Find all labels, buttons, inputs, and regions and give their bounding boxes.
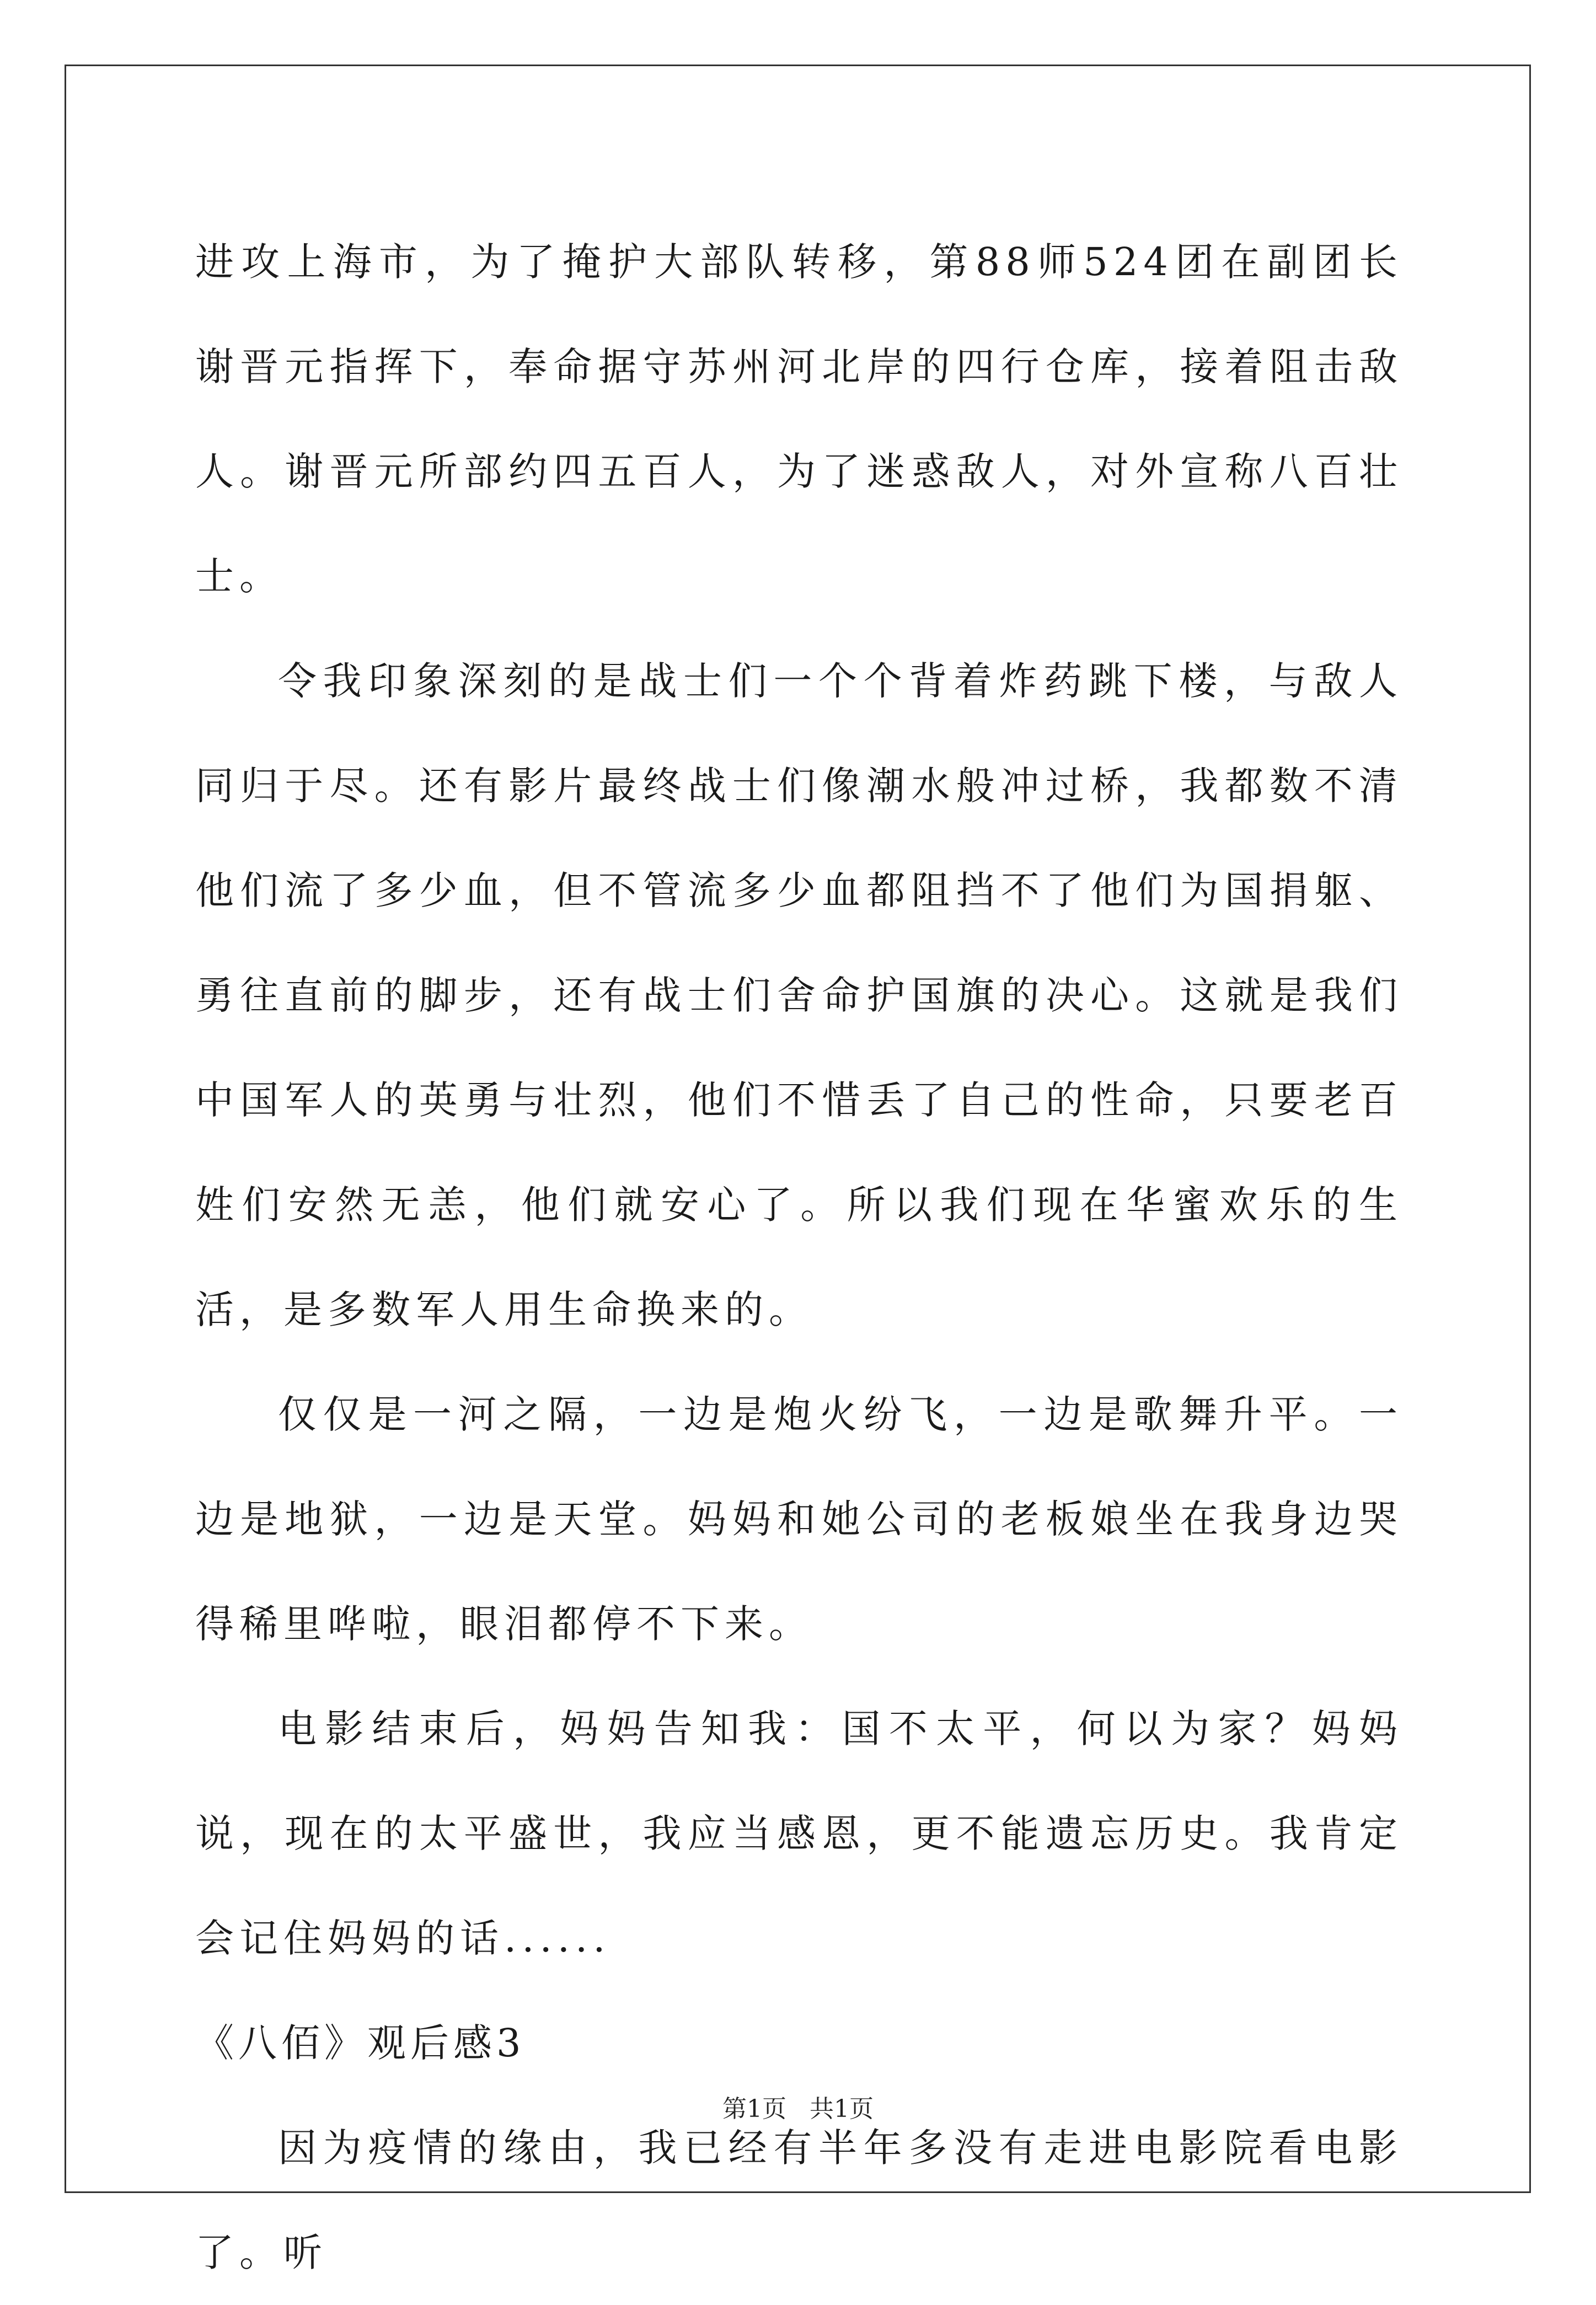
paragraph-continuation: 进攻上海市，为了掩护大部队转移，第88师524团在副团长谢晋元指挥下，奉命据守苏州河北岸的四行仓库，接着阻击敌人。谢晋元所部约四五百人，为了迷惑敌人，对外宣称八百壮士。 [195,239,1403,599]
paragraph-battle-scene: 令我印象深刻的是战士们一个个背着炸药跳下楼，与敌人同归于尽。还有影片最终战士们像潮水般冲过桥，我都数不清他们流了多少血，但不管流多少血都阻挡不了他们为国捐躯、勇往直前的脚步，还有战士们舍命护国旗的决心。这就是我们中国军人的英勇与壮烈，他们不惜丢了自己的性命，只要老百姓们安然无恙，他们就安心了。所以我们现在华蜜欢乐的生活，是多数军人用生命换来的。 [195,658,1403,1332]
section-heading: 《八佰》观后感3 [195,2020,526,2066]
page-number: 第1页 共1页 [722,2095,874,2123]
document-body [195,210,1403,2305]
paragraph-section-intro: 因为疫情的缘由，我已经有半年多没有走进电影院看电影了。听 [195,2125,1403,2275]
paragraph-river-divide: 仅仅是一河之隔，一边是炮火纷飞，一边是歌舞升平。一边是地狱，一边是天堂。妈妈和她公司的老板娘坐在我身边哭得稀里哗啦，眼泪都停不下来。 [195,1392,1403,1647]
paragraph-after-movie: 电影结束后，妈妈告知我：国不太平，何以为家？妈妈说，现在的太平盛世，我应当感恩，更不能遗忘历史。我肯定会记住妈妈的话...... [195,1706,1403,1961]
